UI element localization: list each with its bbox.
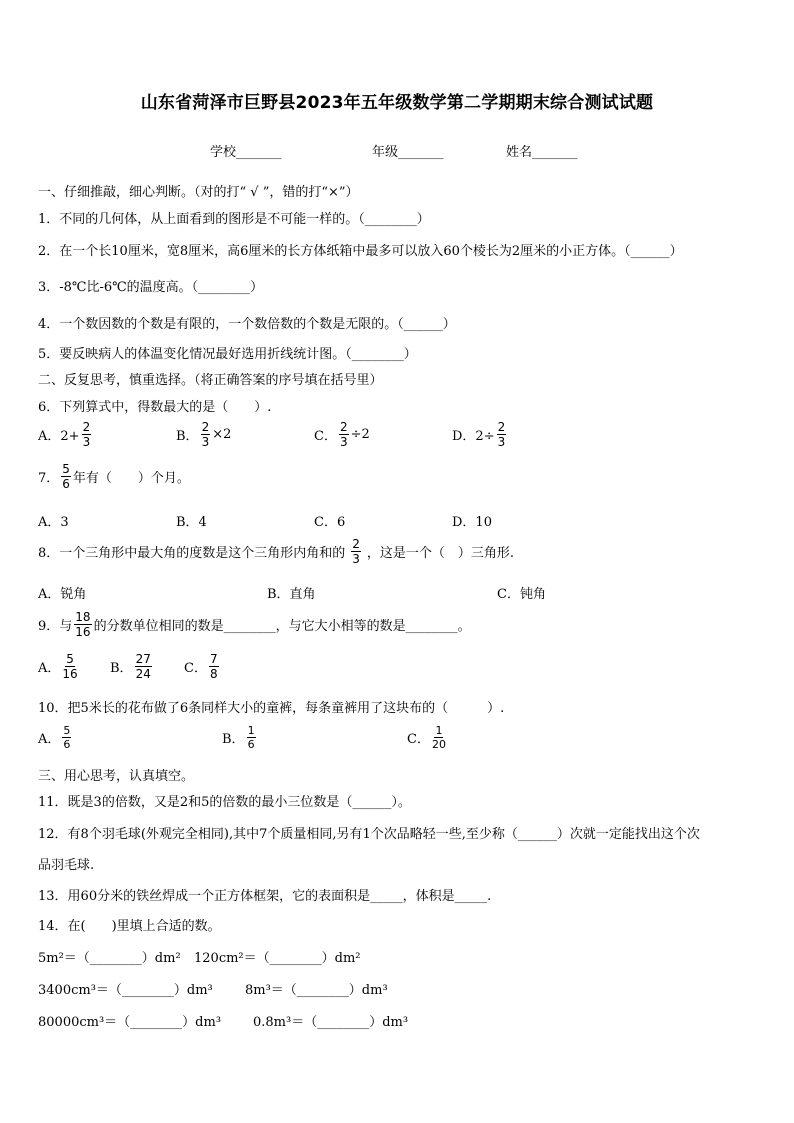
question-12-line-1: 12．有8个羽毛球(外观完全相同),其中7个质量相同,另有1个次品略轻一些,至少称（______）次就一定能找出这个次 bbox=[38, 827, 700, 842]
q6-b-prefix: B． bbox=[176, 429, 199, 444]
question-10-stem: 10．把5米长的花布做了6条同样大小的童裤，每条童裤用了这块布的（ ）. bbox=[38, 701, 505, 716]
q6-d-fraction: $\frac{2}{3}$ bbox=[497, 420, 506, 449]
question-6-stem: 6．下列算式中，得数最大的是（ ）. bbox=[38, 400, 272, 415]
section-3-header: 三、用心思考，认真填空。 bbox=[38, 769, 195, 784]
page-title: 山东省菏泽市巨野县2023年五年级数学第二学期期末综合测试试题 bbox=[140, 93, 654, 113]
question-14: 14．在( )里填上合适的数。 bbox=[38, 919, 221, 934]
question-2: 2．在一个长10厘米，宽8厘米，高6厘米的长方体纸箱中最多可以放入60个棱长为2厘米的小正方体。（______） bbox=[38, 244, 683, 259]
question-5: 5．要反映病人的体温变化情况最好选用折线统计图。（________） bbox=[38, 347, 417, 362]
grade-field: 年级_______ bbox=[372, 145, 444, 160]
q9-fraction: $\frac{18}{16}$ bbox=[75, 610, 91, 639]
q8-prefix: 8．一个三角形中最大角的度数是这个三角形内角和的 bbox=[38, 546, 346, 561]
q9-b-prefix: B． bbox=[110, 661, 133, 676]
q9-a-prefix: A． bbox=[38, 661, 61, 676]
q9-a-fraction: $\frac{5}{16}$ bbox=[62, 652, 78, 681]
q6-c-suffix: ÷2 bbox=[350, 427, 370, 442]
q9-c-prefix: C． bbox=[184, 661, 207, 676]
q10-option-c bbox=[407, 725, 448, 750]
q9-option-b bbox=[110, 653, 154, 680]
question-1: 1．不同的几何体，从上面看到的图形是不可能一样的。（________） bbox=[38, 212, 430, 227]
q10-b-fraction: $\frac{1}{6}$ bbox=[247, 724, 255, 751]
q9-option-c bbox=[184, 653, 221, 680]
q8-fraction: $\frac{2}{3}$ bbox=[352, 537, 360, 566]
q8-option-b: B．直角 bbox=[267, 587, 316, 602]
question-3: 3．-8℃比-6℃的温度高。（________） bbox=[38, 280, 264, 295]
q6-option-b bbox=[176, 421, 231, 448]
question-12-line-2: 品羽毛球. bbox=[38, 858, 95, 873]
school-field: 学校_______ bbox=[210, 145, 282, 160]
section-1-header: 一、仔细推敲，细心判断。（对的打“ √ ”，错的打“×”） bbox=[38, 185, 359, 200]
q7-suffix: 年有（ ）个月。 bbox=[72, 471, 190, 486]
q9-b-fraction: $\frac{27}{24}$ bbox=[135, 652, 151, 681]
question-13: 13．用60分米的铁丝焊成一个正方体框架，它的表面积是_____，体积是_____. bbox=[38, 889, 492, 904]
question-8-stem bbox=[38, 538, 514, 565]
q9-suffix: 的分数单位相同的数是________，与它大小相等的数是________。 bbox=[93, 619, 471, 634]
q6-option-d bbox=[452, 421, 508, 448]
q6-a-fraction: $\frac{2}{3}$ bbox=[82, 420, 91, 449]
q10-option-a bbox=[38, 725, 73, 750]
q14-row-2-left: 3400cm³＝（________）dm³ bbox=[38, 983, 213, 998]
q9-option-a bbox=[38, 653, 80, 680]
q14-row-3-left: 80000cm³＝（________）dm³ bbox=[38, 1015, 222, 1030]
q7-fraction: $\frac{5}{6}$ bbox=[62, 462, 70, 491]
name-field: 姓名_______ bbox=[506, 145, 578, 160]
q6-c-prefix: C． bbox=[314, 429, 337, 444]
q6-b-suffix: ×2 bbox=[212, 427, 232, 442]
q6-d-prefix: D．2÷ bbox=[452, 429, 495, 444]
q7-prefix: 7． bbox=[38, 471, 60, 486]
q10-b-prefix: B． bbox=[222, 732, 245, 747]
q14-row-1-left: 5m²＝（________）dm² bbox=[38, 951, 181, 966]
q10-a-fraction: $\frac{5}{6}$ bbox=[63, 724, 71, 751]
q8-suffix: ，这是一个（ ）三角形. bbox=[366, 546, 515, 561]
q10-option-b bbox=[222, 725, 258, 750]
q14-row-1-right: 120cm²＝（________）dm² bbox=[194, 951, 361, 966]
question-11: 11．既是3的倍数，又是2和5的倍数的最小三位数是（______）。 bbox=[38, 795, 411, 810]
q14-row-2-right: 8m³＝（________）dm³ bbox=[245, 983, 388, 998]
q7-option-d: D．10 bbox=[452, 515, 492, 530]
q6-c-fraction: $\frac{2}{3}$ bbox=[339, 420, 348, 449]
q6-a-prefix: A．2+ bbox=[38, 429, 80, 444]
q6-b-fraction: $\frac{2}{3}$ bbox=[201, 420, 210, 449]
q7-option-b: B．4 bbox=[176, 515, 207, 530]
q9-prefix: 9．与 bbox=[38, 619, 73, 634]
question-4: 4．一个数因数的个数是有限的，一个数倍数的个数是无限的。（______） bbox=[38, 317, 456, 332]
section-2-header: 二、反复思考，慎重选择。（将正确答案的序号填在括号里） bbox=[38, 373, 383, 388]
q6-option-a bbox=[38, 421, 93, 448]
q9-c-fraction: $\frac{7}{8}$ bbox=[209, 652, 218, 681]
q10-c-prefix: C． bbox=[407, 732, 430, 747]
q6-option-c bbox=[314, 421, 370, 448]
q7-option-a: A．3 bbox=[38, 515, 69, 530]
question-7-stem bbox=[38, 463, 190, 490]
q7-option-c: C．6 bbox=[314, 515, 346, 530]
question-9-stem bbox=[38, 611, 471, 638]
q10-a-prefix: A． bbox=[38, 732, 61, 747]
q8-option-a: A．锐角 bbox=[38, 587, 87, 602]
q14-row-3-right: 0.8m³＝（________）dm³ bbox=[253, 1015, 409, 1030]
q8-option-c: C．钝角 bbox=[497, 587, 546, 602]
q10-c-fraction: $\frac{1}{20}$ bbox=[431, 724, 446, 751]
